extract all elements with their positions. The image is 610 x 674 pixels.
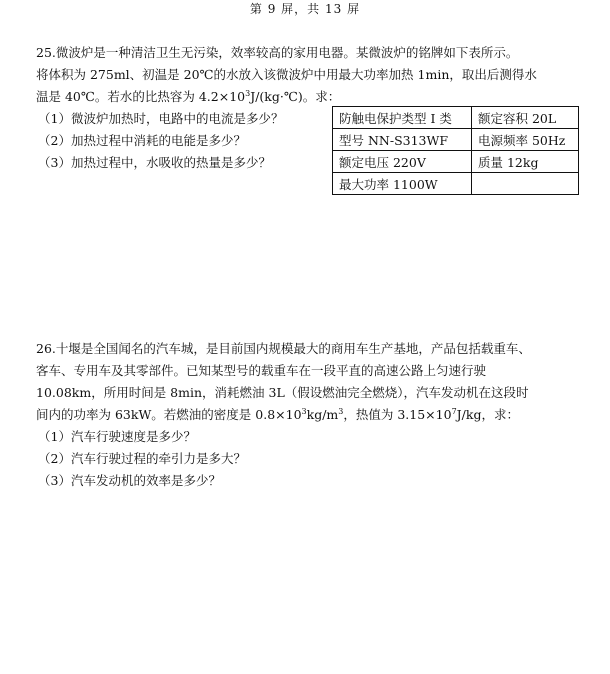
q25-sub-1: （1）微波炉加热时，电路中的电流是多少？ — [38, 111, 284, 126]
q26-line-4-part-3: ，热值为 3.15×10 — [343, 407, 452, 422]
question-26 — [36, 338, 581, 492]
q25-line-3-unit: J/(kg·℃)。求： — [250, 89, 341, 104]
q26-exponent-3: 7 — [451, 406, 457, 416]
q26-line-2: 客车、专用车及其零部件。已知某型号的载重车在一段平直的高速公路上匀速行驶 — [36, 363, 487, 378]
table-cell — [472, 173, 579, 195]
q26-line-4-part-2: kg/m — [306, 407, 339, 422]
table-row — [333, 107, 579, 129]
q25-line-3 — [36, 86, 581, 108]
table-cell: 防触电保护类型 I 类 — [333, 107, 472, 129]
table-cell: 质量 12kg — [472, 151, 579, 173]
table-row — [333, 173, 579, 195]
q26-line-4 — [36, 404, 581, 426]
table-cell: 型号 NN-S313WF — [333, 129, 472, 151]
q25-line-2: 将体积为 275ml、初温是 20℃的水放入该微波炉中用最大功率加热 1min，取出后测得水 — [36, 67, 537, 82]
q26-sub-3: （3）汽车发动机的效率是多少？ — [38, 473, 221, 488]
table-cell: 额定容积 20L — [472, 107, 579, 129]
q25-line-1: 25.微波炉是一种清洁卫生无污染，效率较高的家用电器。某微波炉的铭牌如下表所示。 — [36, 45, 519, 60]
q26-exponent-2: 3 — [338, 406, 344, 416]
q26-line-1: 26.十堰是全国闻名的汽车城，是目前国内规模最大的商用车生产基地，产品包括载重车、 — [36, 341, 531, 356]
page-header: 第 9 屏，共 13 屏 — [249, 2, 361, 16]
table-row — [333, 151, 579, 173]
q25-sub-3: （3）加热过程中，水吸收的热量是多少？ — [38, 155, 271, 170]
table-cell: 最大功率 1100W — [333, 173, 472, 195]
q25-sub-2: （2）加热过程中消耗的电能是多少？ — [38, 133, 246, 148]
q26-sub-2: （2）汽车行驶过程的牵引力是多大？ — [38, 451, 246, 466]
q25-exponent: 3 — [245, 88, 251, 98]
q26-exponent-1: 3 — [301, 406, 307, 416]
q25-line-3-text: 温是 40℃。若水的比热容为 4.2×10 — [36, 89, 246, 104]
q26-line-3: 10.08km，所用时间是 8min，消耗燃油 3L（假设燃油完全燃烧），汽车发动机在这段时 — [36, 385, 529, 400]
q26-sub-1: （1）汽车行驶速度是多少？ — [38, 429, 196, 444]
q26-line-4-part-4: J/kg，求： — [456, 407, 519, 422]
table-cell: 电源频率 50Hz — [472, 129, 579, 151]
q26-line-4-part-1: 间内的功率为 63kW。若燃油的密度是 0.8×10 — [36, 407, 302, 422]
nameplate-table — [332, 106, 579, 195]
table-cell: 额定电压 220V — [333, 151, 472, 173]
table-row — [333, 129, 579, 151]
